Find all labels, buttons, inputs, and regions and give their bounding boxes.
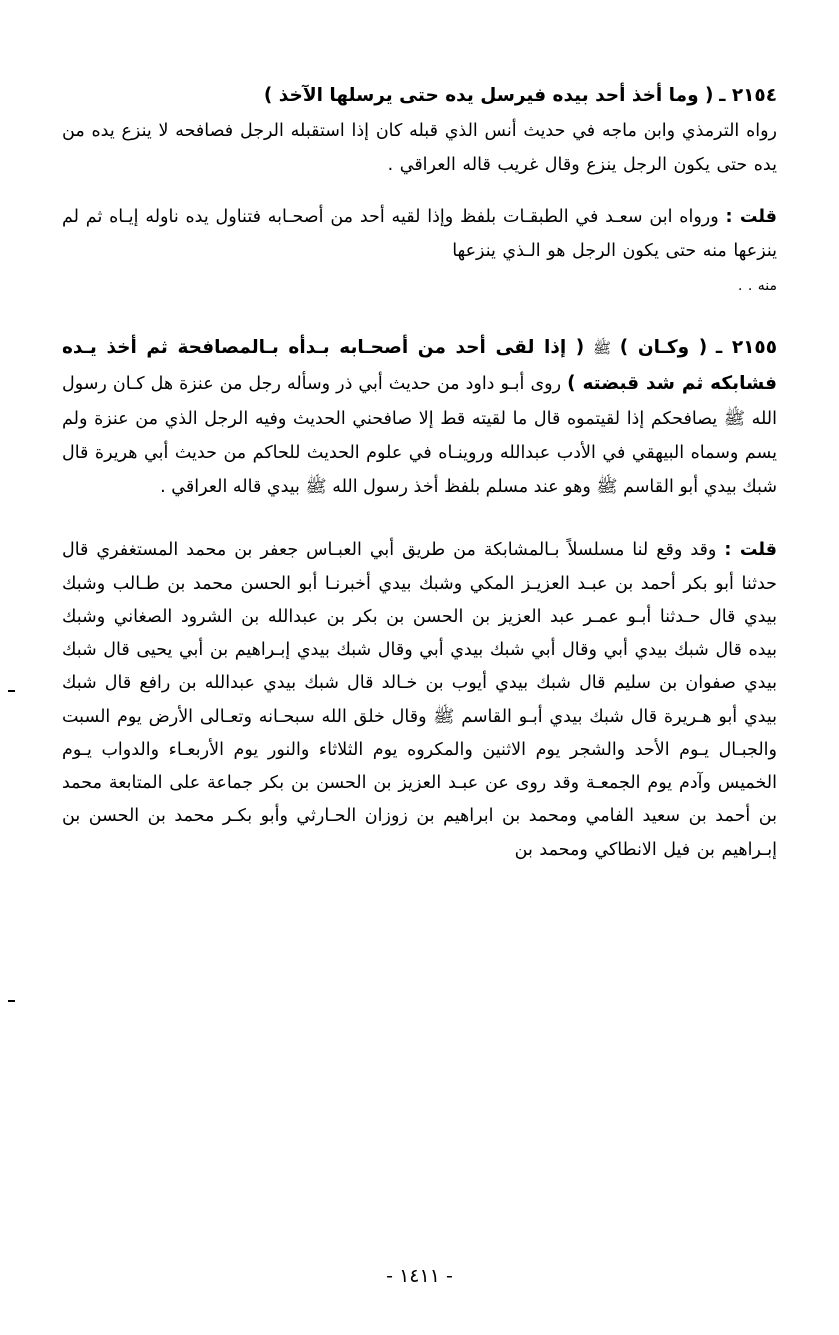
commentary-label: قلت :: [724, 540, 777, 561]
hadith-number: ٢١٥٤ ـ: [719, 85, 777, 106]
spacer: [62, 304, 777, 330]
commentary-tail: منه . .: [737, 277, 777, 294]
commentary-paragraph: [62, 200, 777, 268]
spacer: [62, 504, 777, 534]
commentary-2154: [62, 200, 777, 300]
hadith-body: روى أبـو داود من حديث أبي ذر وسأله رجل من عنزة هل كـان رسول الله ﷺ يصافحكم إذا لقيتموه قال ما لقيته قط إلا صافحني الحديث وفيه الرجل الذي من عنزة ولم يسم وسماه البيهقي في الأدب عبدالله وروينـاه في علوم الحديث للحاكم من حديث أبي هريرة قال شبك بيدي أبو القاسم ﷺ وهو عند مسلم بلفظ أخذ رسول الله ﷺ بيدي قاله العراقي .: [62, 373, 777, 498]
hadith-entry-2154: [62, 78, 777, 182]
commentary-text: وقد وقع لنا مسلسلاً بـالمشابكة من طريق أبي العبـاس جعفر بن محمد المستغفري قال حدثنا أبو بكر أحمد بن عبـد العزيـز المكي وشبك بيدي أخبرنـا أبو الحسن محمد بن طـالب وشبك بيدي قال حـدثنا أبـو عمـر عبد العزيز بن الحسن بن بكر بن عبدالله بن الشرود الصغاني وشبك بيده قال شبك بيدي أبي وقال أبي شبك بيدي أبي وقال شبك بيدي إبـراهيم بن أبي يحيى قال شبك بيدي صفوان بن سليم قال شبك بيدي أيوب بن خـالد قال شبك بيدي عبدالله بن رافع قال شبك بيدي أبو هـريرة قال شبك بيدي أبـو القاسم ﷺ وقال خلق الله سبحـانه وتعـالى الأرض يوم السبت والجبـال يـوم الأحد والشجر يوم الاثنين والمكروه يوم الثلاثاء والنور يوم الأربعـاء والدواب يـوم الخميس وآدم يوم الجمعـة وقد روى عن عبـد العزيز بن الحسن بن بكر جماعة على المتابعة محمد بن أحمد بن سعيد الفامي ومحمد بن ابراهيم بن زوزان الحـارثي وأبو بكـر محمد بن الحسن بن إبـراهيم بن فيل الانطاكي ومحمد بن: [62, 540, 777, 860]
hadith-heading: [62, 330, 777, 505]
hadith-title-part1: ( وكـان ): [619, 336, 708, 358]
hadith-title: ( وما أخذ أحد بيده فيرسل يده حتى يرسلها الآخذ ): [263, 85, 714, 106]
hadith-body: رواه الترمذي وابن ماجه في حديث أنس الذي قبله كان إذا استقبله الرجل فصافحه لا ينزع يده من يده حتى يكون الرجل ينزع وقال غريب قاله العراقي .: [62, 121, 777, 176]
spacer: [62, 186, 777, 200]
commentary-text: ورواه ابن سعـد في الطبقـات بلفظ وإذا لقيه أحد من أصحـابه فتناول يده ناوله إيـاه ثم لم ينزعها منه حتى يكون الرجل هو الـذي ينزعها: [62, 207, 777, 262]
page-edge-mark: [8, 690, 15, 692]
hadith-entry-2155: [62, 330, 777, 505]
sallallahu-icon: ﷺ: [592, 338, 612, 357]
page-number: - ١٤١١ -: [386, 1265, 453, 1287]
hadith-title-part2: ( إذا لقى أحد من أصحـابه بـدأه بـالمصافحة ثم أخذ يـده فشابكه ثم شد قبضته ): [62, 336, 777, 394]
commentary-2155: [62, 534, 777, 867]
page-edge-mark: [8, 1000, 15, 1002]
hadith-number: ٢١٥٥ ـ: [715, 336, 777, 358]
commentary-label: قلت :: [725, 207, 777, 228]
hadith-heading: [62, 78, 777, 114]
page-content: [62, 78, 777, 867]
commentary-paragraph: [62, 534, 777, 867]
